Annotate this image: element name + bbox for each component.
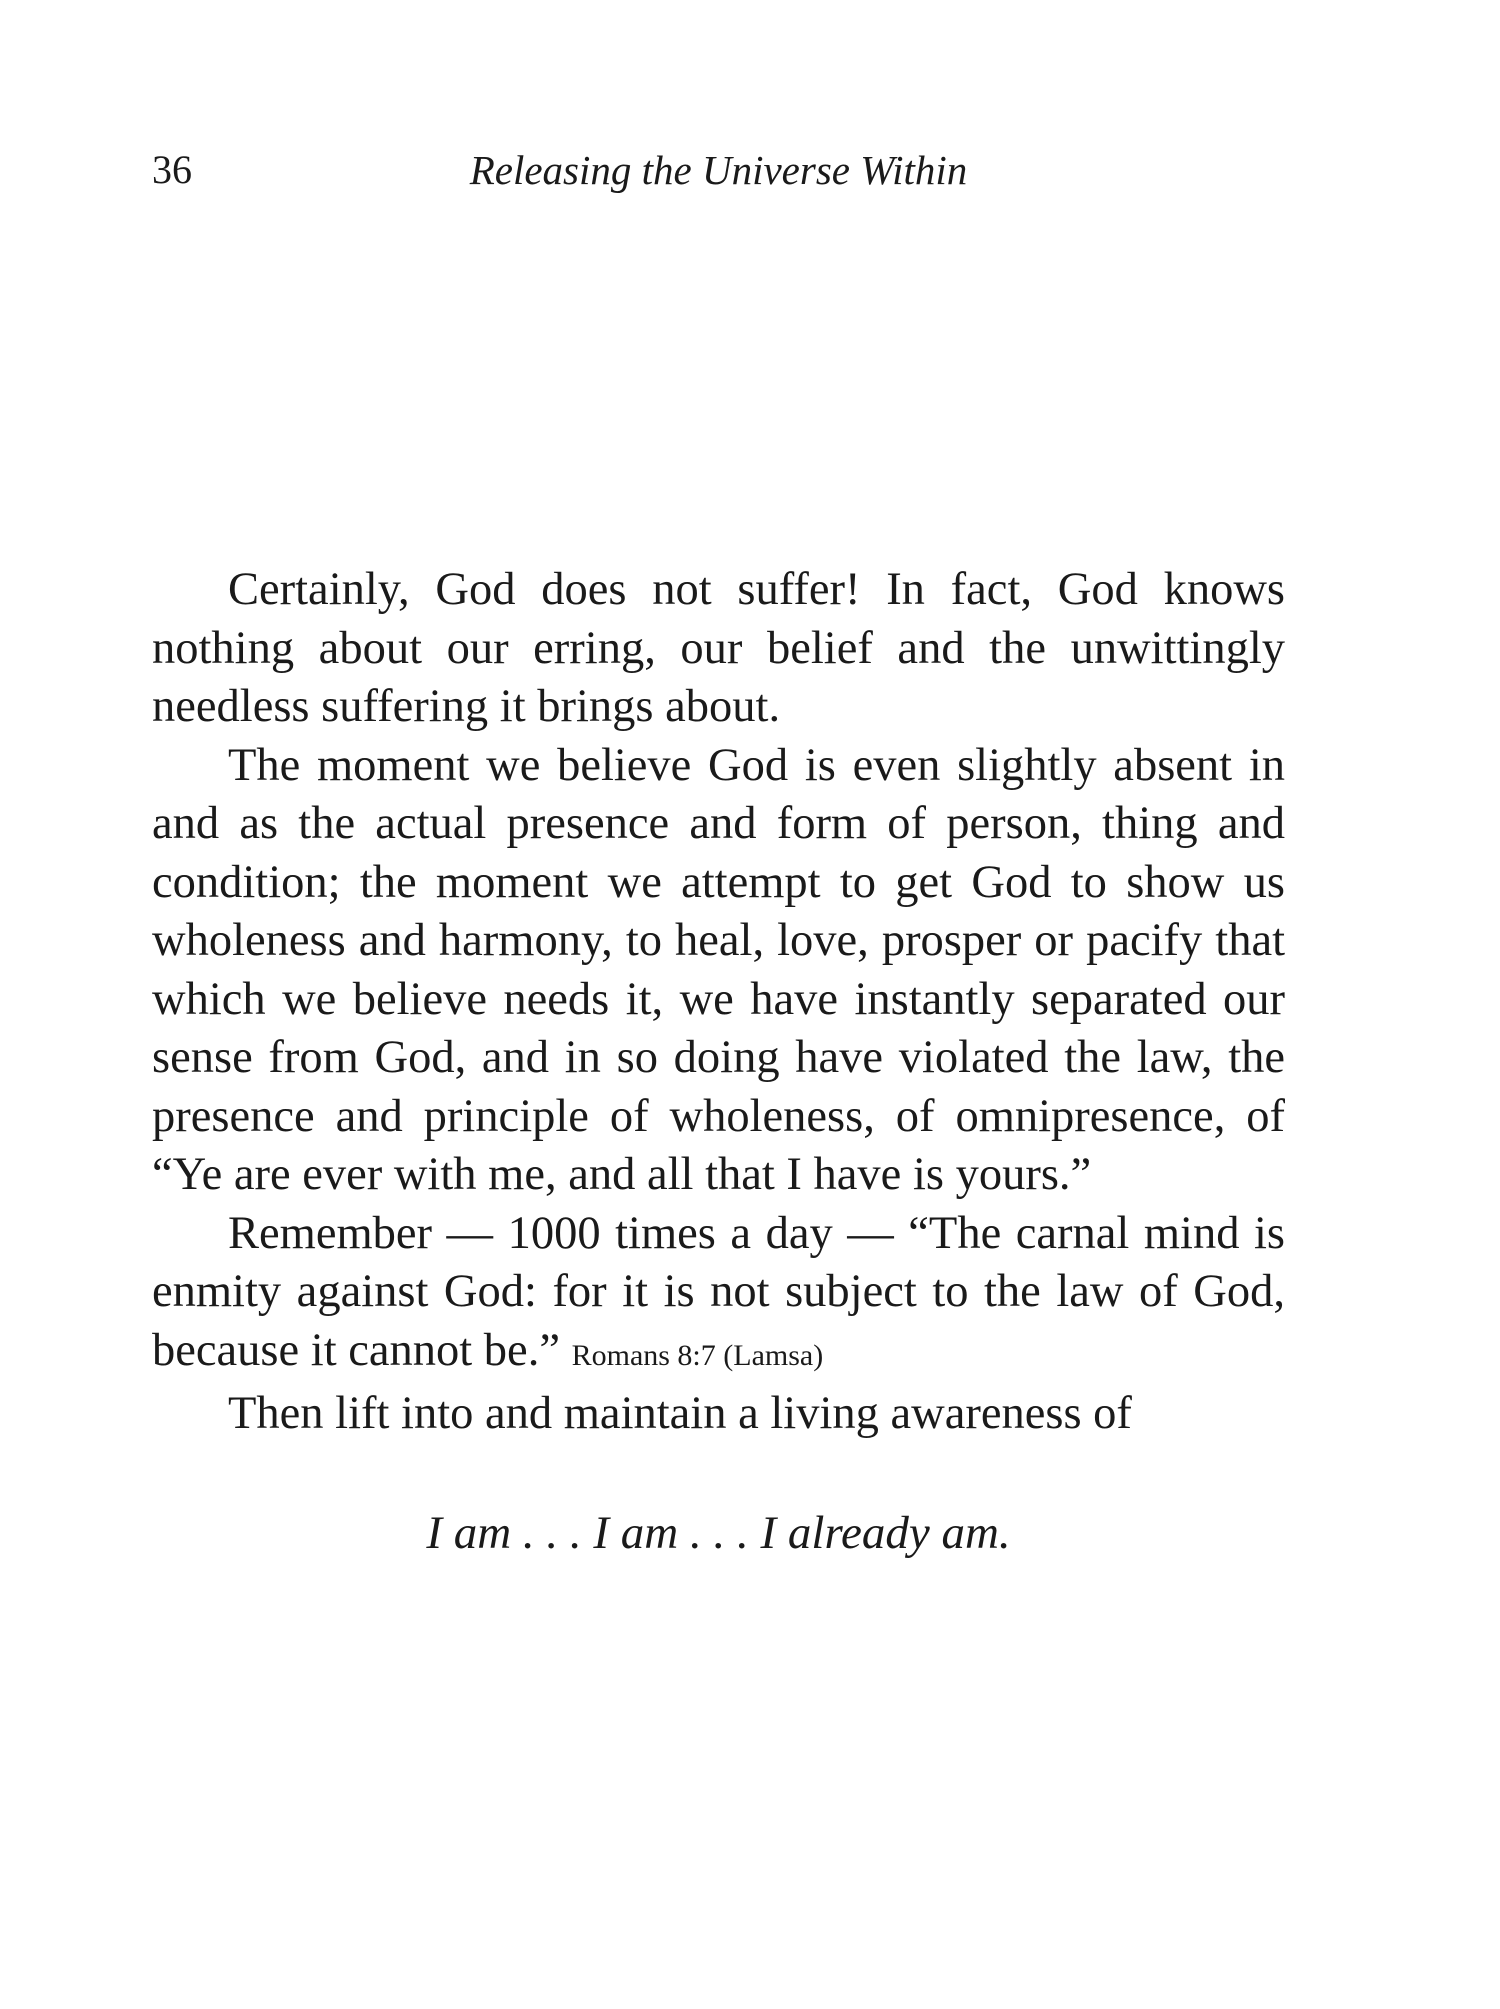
body-text xyxy=(152,561,1285,1444)
affirmation: I am . . . I am . . . I already am. xyxy=(426,1507,1011,1559)
paragraph-moment-we-believe xyxy=(152,737,1285,1205)
page-number: 36 xyxy=(152,147,192,192)
book-title: Releasing the Universe Within xyxy=(469,147,968,193)
paragraph-text: Remember — 1000 times a day — “The carnal mind is enmity against God: for it is not subject to the law of God, because it cannot be.” xyxy=(152,1207,1285,1376)
paragraph-text: Certainly, God does not suffer! In fact, God knows nothing about our erring, our belief and the unwittingly needless suffering it brings about. xyxy=(152,564,1285,732)
paragraph-text: Then lift into and maintain a living awareness of xyxy=(228,1388,1132,1439)
paragraph-then-lift xyxy=(152,1385,1285,1444)
running-header xyxy=(152,140,1285,200)
paragraph-remember xyxy=(152,1205,1285,1386)
scripture-citation: Romans 8:7 (Lamsa) xyxy=(571,1338,824,1372)
paragraph-god-does-not-suffer xyxy=(152,561,1285,737)
paragraph-text: The moment we believe God is even slightly absent in and as the actual presence and form of person, thing and condition; the moment we attempt to get God to show us wholeness and harmony, to heal, love, prosper or pacify that which we believe needs it, we have instantly separated our sense from God, and in so doing have violated the law, the presence and principle of wholeness, of omnipresence, of “Ye are ever with me, and all that I have is yours.” xyxy=(152,739,1285,1200)
